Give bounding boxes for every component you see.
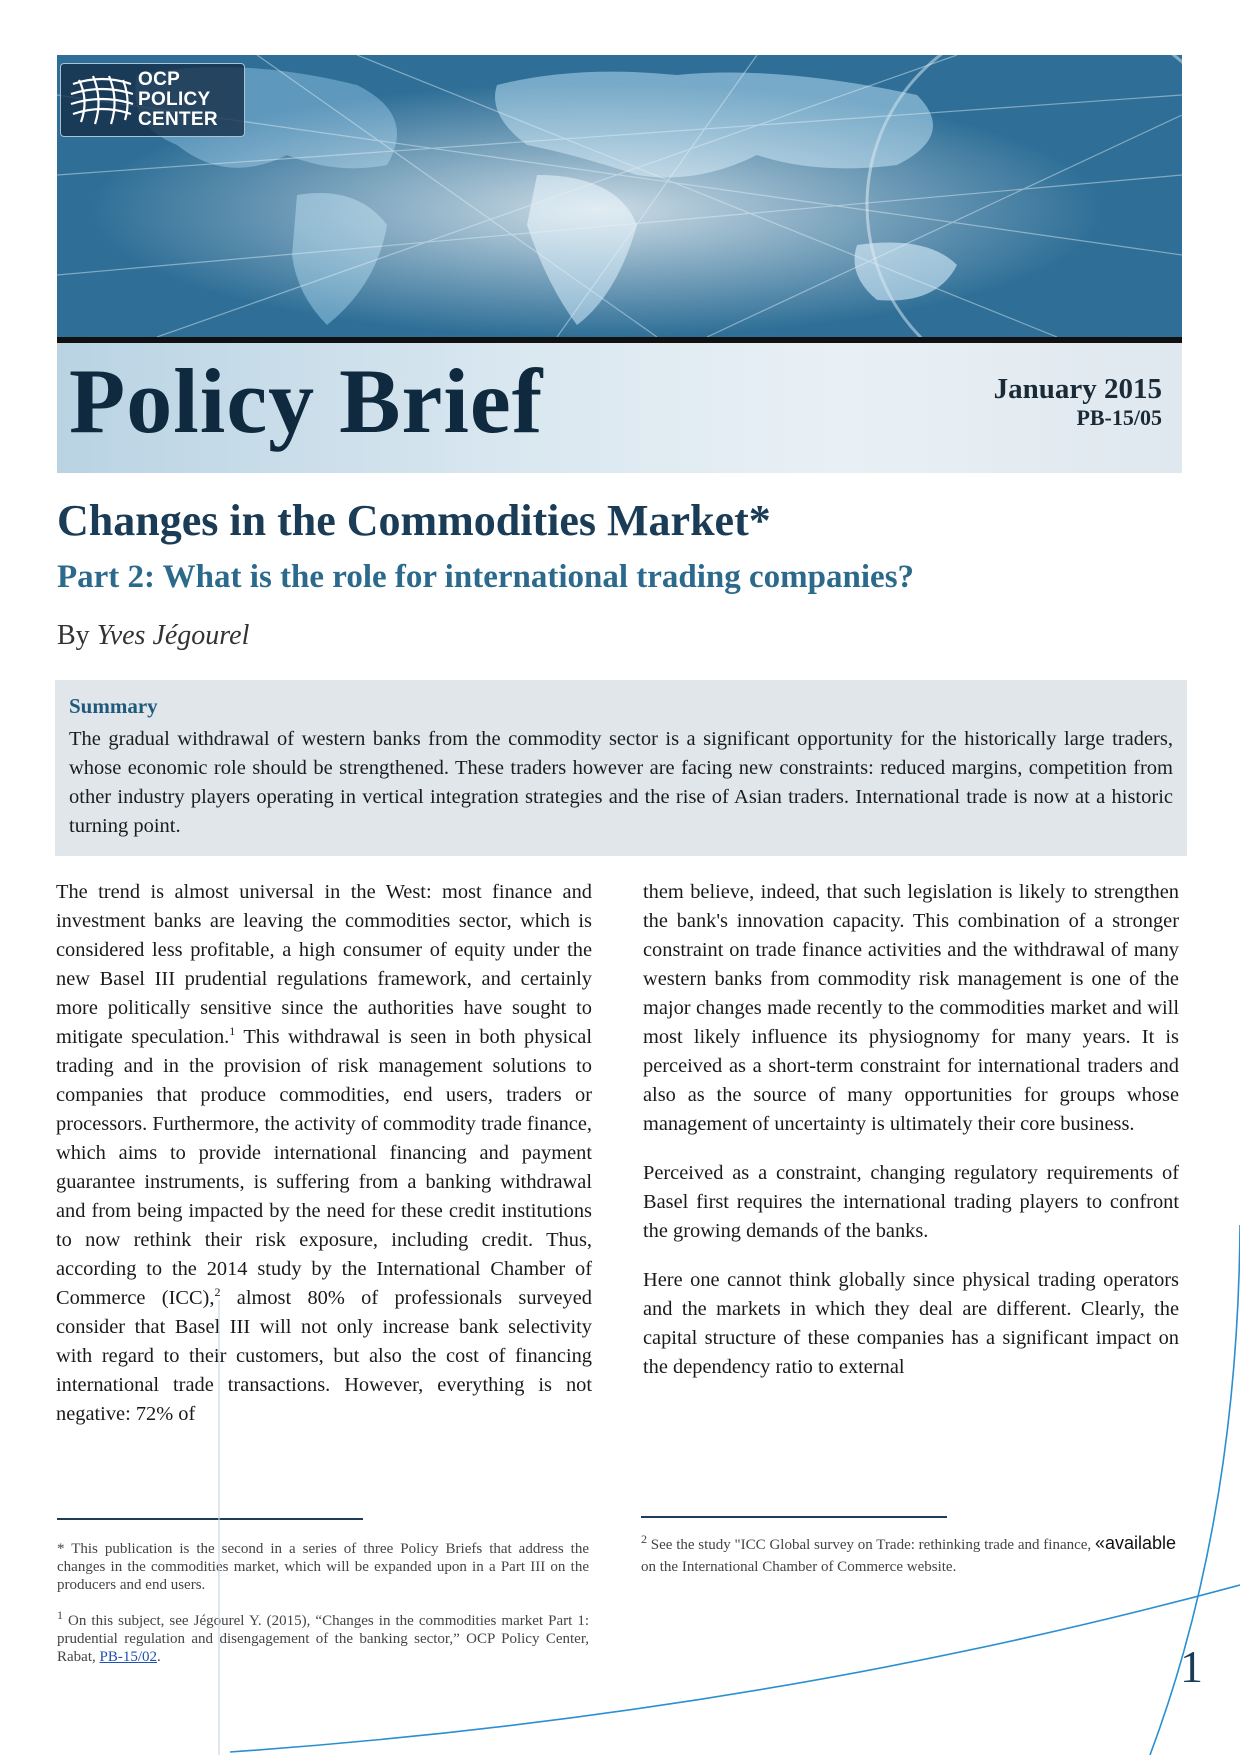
- logo-line-1: OCP: [138, 69, 181, 90]
- body-paragraph: them believe, indeed, that such legislation is likely to strengthen the bank's innovation capacity. This combination of a stronger constraint on trade finance activities and the withdrawal of many western banks from commodity risk management is one of the major changes made recently to the commodities market and will most likely influence its physiognomy for many years. It is perceived as a short-term constraint for international traders and also as the source of many opportunities for groups whose management of uncertainty is ultimately their core business.: [643, 881, 1179, 1135]
- footnote-ref-2[interactable]: 2: [214, 1285, 221, 1300]
- body-paragraph: [56, 878, 592, 1429]
- page-title: Changes in the Commodities Market*: [57, 496, 771, 545]
- issue-info: [994, 373, 1162, 431]
- footnote-1-number: 1: [57, 1608, 63, 1622]
- body-text: almost 80% of professionals surveyed consider that Basel III will not only increase bank selectivity with regard to their customers, but also the cost of financing international trade transactions. However, everything is not negative: 72% of: [56, 1287, 592, 1425]
- footnote-2-available: «available: [1094, 1533, 1176, 1553]
- footnote-1-text: On this subject, see Jégourel Y. (2015), “Changes in the commodities market Part 1: prudential regulation and disengagement of the banking sector,” OCP Policy Center, Rabat,: [57, 1613, 589, 1665]
- footnote-2-number: 2: [641, 1532, 647, 1546]
- footnote-2-text: See the study "ICC Global survey on Trade: rethinking trade and finance,: [647, 1537, 1095, 1553]
- body-column-left: [56, 878, 592, 1449]
- logo-line-2: POLICY: [138, 89, 211, 110]
- body-text: The trend is almost universal in the West: most finance and investment banks are leaving the commodities sector, which is considered less profitable, a high consumer of equity under the new Basel III prudential regulations framework, and certainly more politically sensitive since the authorities have sought to mitigate speculation.: [56, 881, 592, 1048]
- footnote-1: [57, 1608, 589, 1666]
- footnote-divider-right: [641, 1516, 947, 1518]
- body-column-right: [643, 878, 1179, 1402]
- issue-date: January 2015: [993, 373, 1162, 405]
- page-number: 1: [1180, 1641, 1203, 1692]
- footnote-1-end: .: [157, 1649, 161, 1665]
- body-text: This withdrawal is seen in both physical trading and in the provision of risk management solutions to companies that produce commodities, end users, traders or processors. Furthermore, the activity of commodity trade finance, which aims to provide international financing and payment guarantee instruments, is suffering from a banking withdrawal and from being impacted by the need for these credit institutions to now rethink their risk exposure, including credit. Thus, according to the 2014 study by the International Chamber of Commerce (ICC),: [56, 1026, 592, 1309]
- summary-text: The gradual withdrawal of western banks from the commodity sector is a significant opportunity for the historically large traders, whose economic role should be strengthened. These traders however are facing new constraints: reduced margins, competition from other industry players operating in vertical integration strategies and the rise of Asian traders. International trade is now at a historic turning point.: [69, 728, 1173, 837]
- footnote-1-link[interactable]: PB-15/02: [99, 1649, 158, 1665]
- footnote-divider-left: [57, 1518, 363, 1520]
- byline-prefix: By: [57, 620, 90, 651]
- logo-wordmark: [138, 70, 218, 130]
- logo-line-3: CENTER: [138, 109, 218, 130]
- ocp-policy-center-logo: [60, 63, 245, 137]
- globe-grid-icon: [69, 74, 135, 126]
- summary-heading: Summary: [69, 694, 158, 718]
- footnote-star: * This publication is the second in a series of three Policy Briefs that address the changes in the commodities market, which will be expanded upon in a Part III on the producers and end users.: [57, 1541, 589, 1593]
- body-paragraph: Perceived as a constraint, changing regulatory requirements of Basel first requires the international trading players to confront the growing demands of the banks.: [643, 1162, 1179, 1242]
- header-banner: [57, 55, 1182, 473]
- footnote-ref-1[interactable]: 1: [229, 1024, 236, 1039]
- issue-code: PB-15/05: [1076, 405, 1162, 430]
- page-subtitle: Part 2: What is the role for international trading companies?: [57, 559, 915, 595]
- footnote-2-end: on the International Chamber of Commerce website.: [641, 1559, 957, 1575]
- body-paragraph: Here one cannot think globally since physical trading operators and the markets in which they deal are different. Clearly, the capital structure of these companies has a significant impact on the dependency ratio to external: [643, 1269, 1179, 1378]
- summary-box: [55, 680, 1187, 856]
- footnote-2: [641, 1532, 1176, 1578]
- byline: [57, 620, 249, 652]
- author-name: Yves Jégourel: [96, 620, 250, 651]
- document-type-title: Policy Brief: [69, 350, 544, 452]
